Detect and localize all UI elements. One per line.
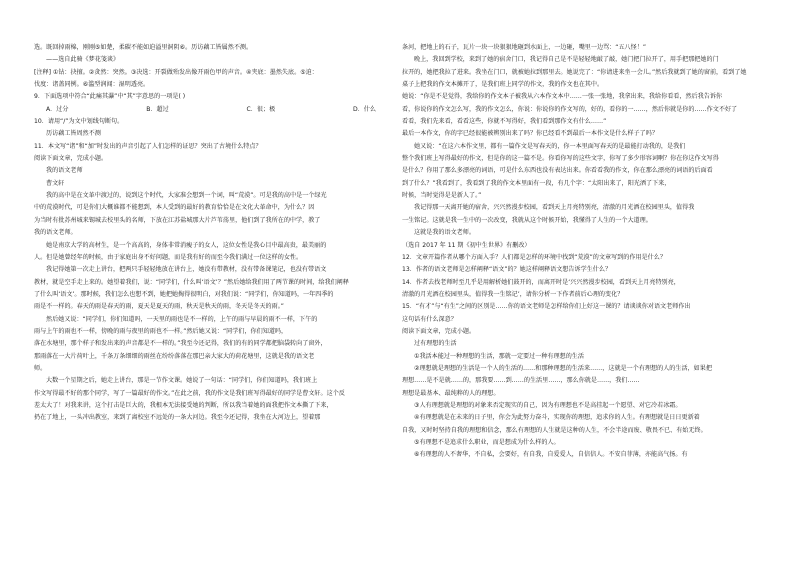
question-11: 11．本文写“诸”和“加”时发出的声音引起了人们怎样的证思？突出了古境什么特点？ xyxy=(34,142,262,150)
article-title: 过有理想的生活 xyxy=(414,340,457,348)
text-line: ⑥有理想的人不奢华，不自私，会要好，有自我，自爱爱人，自信信人。不安自菲薄，亦能高气扬。有 xyxy=(414,451,688,459)
option-a[interactable]: A．过分 xyxy=(46,105,69,113)
text-line: 这句话有什么深意？ xyxy=(402,315,457,323)
text-line: 扔在了地上，一头冲出教室，来到了离校室不远处的一条大河边。我至今还记得，我坐在大河边上，望着那 xyxy=(34,414,321,422)
text-line: 理想是最基本、最纯粹的人的理想。 xyxy=(402,389,500,397)
text-line: 看看，我们先来看，看看这些，你就不写得好，我们看到那作文有什么……” xyxy=(402,118,607,126)
question-13: 13．作者的语文老师是怎样阐释“语文”的？她这样阐释语文想告诉学生什么？ xyxy=(402,266,612,274)
text-line: 然后她又说：“同学们，你们知道吗，一天里的雨也是不一样的，上午的雨与早晨的雨不一样，下午的 xyxy=(46,315,318,323)
left-column xyxy=(34,42,396,425)
text-line: ——选自此骑《梦花笺谈》 xyxy=(46,56,120,64)
text-line: 选。既回掉雨棉，刚刚⑤如楚，柔碳不能如迫溢里洞阴⑥。历访藕工皆属然不测。 xyxy=(34,44,253,51)
text-line: 最后一本作文，你的字已经很能被辨别出来了吗？你已经看不到最后一本作文是什么样子了吗？ xyxy=(402,130,658,138)
text-line: 晚上，我回到学校，来到了她的宿舍门口，我记得自己是不是轻轻地敲了敲，她门把门拉开了，用手把那把她的门 xyxy=(414,56,719,64)
reading-instruction: 阅读下面文章，完成小题。 xyxy=(34,155,108,163)
text-line: 雨是不一样的。春天的雨是春天的雨，夏天是夏天的雨，秋天是秋天的雨，冬天是冬天的雨。” xyxy=(34,303,284,311)
text-line: 桌子上把我的作文本摊开了，是我们班上同学的作文，我的作文也在其中。 xyxy=(402,81,604,89)
text-line: 落在水塘里，那个样子和发出来的声音都是不一样的。”我至今还记得，我们的有的同学都把脑袋转向了窗外， xyxy=(34,340,327,348)
text-line: 这就是我的语文老师。 xyxy=(414,229,475,237)
option-d[interactable]: D．什么 xyxy=(353,105,376,113)
text-line: 差太大了！对我来讲，这个打击是巨大的，我根本无法接受她的判断，所以我当着她的面我把作文本撕了下来， xyxy=(34,401,333,409)
text-line: ③人有理想就是理想的对象来否定现实的自己，因为有理想也不是高挂起一个愿望、对它冷若冰霜。 xyxy=(414,401,682,409)
text-line: [注释] ①钻：抉擅。②贪然：突然。③决选：开裂做殆发出像开雨色甲的声音。④夹底：墨然失底。⑤迫： xyxy=(34,68,318,76)
question-12: 12．文章开篇作者从哪个方面入手？人们都是怎样的环境中找到“荒漠”的文章写到的作用是什么？ xyxy=(402,253,666,261)
text-line: 自我，又时时坚持自我的理想和信念，那么有理想的人生就是这种的人生，不会半途而废、敬畏不已、有始无终。 xyxy=(402,426,707,434)
reading-instruction: 阅读下面文章，完成小题。 xyxy=(402,327,476,335)
text-line: 拉开的，她把我拉了进来。我坐在门口，就被她拉到那里去。她说完了：“你请进来坐一会儿。”然后我就到了她的窗前，看到了她 xyxy=(402,68,747,76)
question-9-options xyxy=(34,104,396,116)
text-line: 我记得那一天离开她的宿舍，兴兴然漫步校园，看到天上月亮特别亮，清澈的月光洒在校园里头，值得我 xyxy=(414,204,695,212)
text-line: 一生铭记。这就是我一生中的一次改变，我就从这个时候开始，我懂得了人生的一个大道理。 xyxy=(402,216,652,224)
text-line: 看，你说你的作文怎么写，我的作文怎么，你说：你说你的作文写的，好的，看你的一……，然后你就是你的……作文不好了 xyxy=(402,105,738,113)
text-line: 了什么叫‘语文’。那时候，我们怎么也想不到，她把她掏得很明白，对我们说：“同学们，你知道吗，一年四季的 xyxy=(34,290,334,298)
question-14: 14．作者去找老师时至几乎是用解析她们鼓开的，而离开时是‘兴兴然漫步校园，看到天上月亮特别亮， xyxy=(402,278,680,286)
source-note: （选自 2017 年 11 期《初中生世界》有删改） xyxy=(402,241,531,249)
text-line: 伐度：诸盖同例。⑥滥型润闻：湿明透亮。 xyxy=(34,81,150,89)
option-b[interactable]: B．超过 xyxy=(146,105,169,113)
text-line: 为当时有批苏州城来锡城去校里头的名师，下放在江苏盐城那大片芦苇荡里，他们到了我所在的中学，教了 xyxy=(34,216,321,224)
text-line: 师。 xyxy=(34,364,47,372)
text-line: 我的高中是在文革中渡过的，说到这个时代，大家准会想到一个词，叫“荒漠”。可是我的高中是一个绿光 xyxy=(46,192,327,200)
option-c[interactable]: C．很；极 xyxy=(246,105,276,113)
text-line: 我记得她第一次走上讲台，把两只手轻轻地放在讲台上，她没有带教材，没有带备课笔记，也没有带语文 xyxy=(46,266,327,274)
text-line: 作文写得最不好的那个同学，写了一篇最好的作文。”在此之前，我的作文是我们班写得最好的同学是曹文轩。这个反 xyxy=(34,389,345,397)
text-line: ②理想就是理想的生活是一个人的生活的……和那种理想的生活来……，这就是一个有理想的人的生活，如果把 xyxy=(414,364,712,372)
text-line: 条河，把地上的石子，瓦片一块一块狠狠地砸到水面上，一边砸，嘴里一边骂：“五八怪！” xyxy=(402,44,646,51)
text-line: 她说：“你是不是觉得，我给你的作文本子被我从六本作文本中……一张一张地，我拿出来，我给你看看，然后我告诉你 xyxy=(402,93,723,101)
text-line: 人。但是她曾经年的时候，由于家庭出身不好问题，而是我有好的而至今我们满过一位这样的女性。 xyxy=(34,253,303,261)
question-15: 15．“有才”与“有生”之间的区别是……你的语文老师是怎样给你们上好这一课的？请谈谈你对语文老师作出 xyxy=(402,303,691,311)
text-line: 她又说：“在这六本作文里，都有一篇作文是写春天的，你一本里面写春天的是最能打动我的，是我们 xyxy=(414,142,686,150)
text-line: 大数一个星期之后，她走上讲台，那是一节作文课。她说了一句话：“同学们，你们知道吗，我们班上 xyxy=(46,377,318,385)
text-line: ⑤有理想不是追求什么职业，而是想成为什么样的人。 xyxy=(414,439,560,446)
text-line: 时候，当时觉得是是新人了。” xyxy=(402,192,482,200)
text-line: 到了什么？”我看到了，我看到了我的作文本里面有一段，有几个字：“太阳出来了，阳光洒了下来， xyxy=(402,179,671,187)
text-line: 清澈的月光洒在校园里头，值得我一生铭记’，请你分析一下作者前后心理的变化？ xyxy=(402,290,624,298)
text-line: 那雨落在一大片荷叶上，千条万条细细的雨丝在纷纷落落在那巴亲大家大的荷花塘里，这就是我的语文老 xyxy=(34,352,315,360)
text-line: 教材，就是空手走上来的。她望着我们，说：“同学们，什么叫‘语文’？”然后她给我们用了两节课的时间，给我们阐释 xyxy=(34,278,349,286)
text-line: ①我活本能过一种理想的生活，那就一定要过一种有理想的生活 xyxy=(414,352,584,360)
article-author: 曹文轩 xyxy=(46,179,65,187)
text-line: 雨与上午的雨也不一样，傍晚的雨与夜里的雨也不一样。”然后她又说：“同学们，你们知道吗， xyxy=(34,327,288,335)
text-line: 历访藕工皆周然不测 xyxy=(46,130,101,138)
question-9: 9．下面选项中符合“此痛其瀑”中“其”字意思的一项是( ) xyxy=(34,93,186,101)
text-line: 整个我们班上写得最好的作文，但是你的这一篇不是。你看你写的这些文字，你写了多少形容词啊？你在你这作文写得 xyxy=(402,155,719,163)
right-column xyxy=(402,42,764,462)
text-line: 是什么？你用了那么多漂亮的词语，可是什么东西也没有表达出来。你看看我的作文，你在那么漂亮的词语的后面看 xyxy=(402,167,713,175)
article-title: 我的语文老师 xyxy=(46,167,83,175)
text-line: 中的荒漠时代，可是你们大概谁都不能想到，本人受到的最好的教育恰恰是在文化大革命中，为什么？因 xyxy=(34,204,315,212)
text-line: 她是南京大学的高材生，是一个高高的，身体非常消瘦子的女人，这位女性是我心目中最高贵，最美丽的 xyxy=(46,241,327,249)
question-10: 10．请用“/”为文中划线句断句。 xyxy=(34,118,124,126)
text-line: 理想……是不是就……的，那我要……到……的生活里……，那么你就是……，我们…… xyxy=(402,377,640,385)
text-line: 我的语文老师。 xyxy=(34,229,77,237)
text-line: ④有理想就是在未来的日子里，你会为此努力奋斗，实现你的理想，追求你的人生。有理想就是日日更新着 xyxy=(414,414,700,422)
